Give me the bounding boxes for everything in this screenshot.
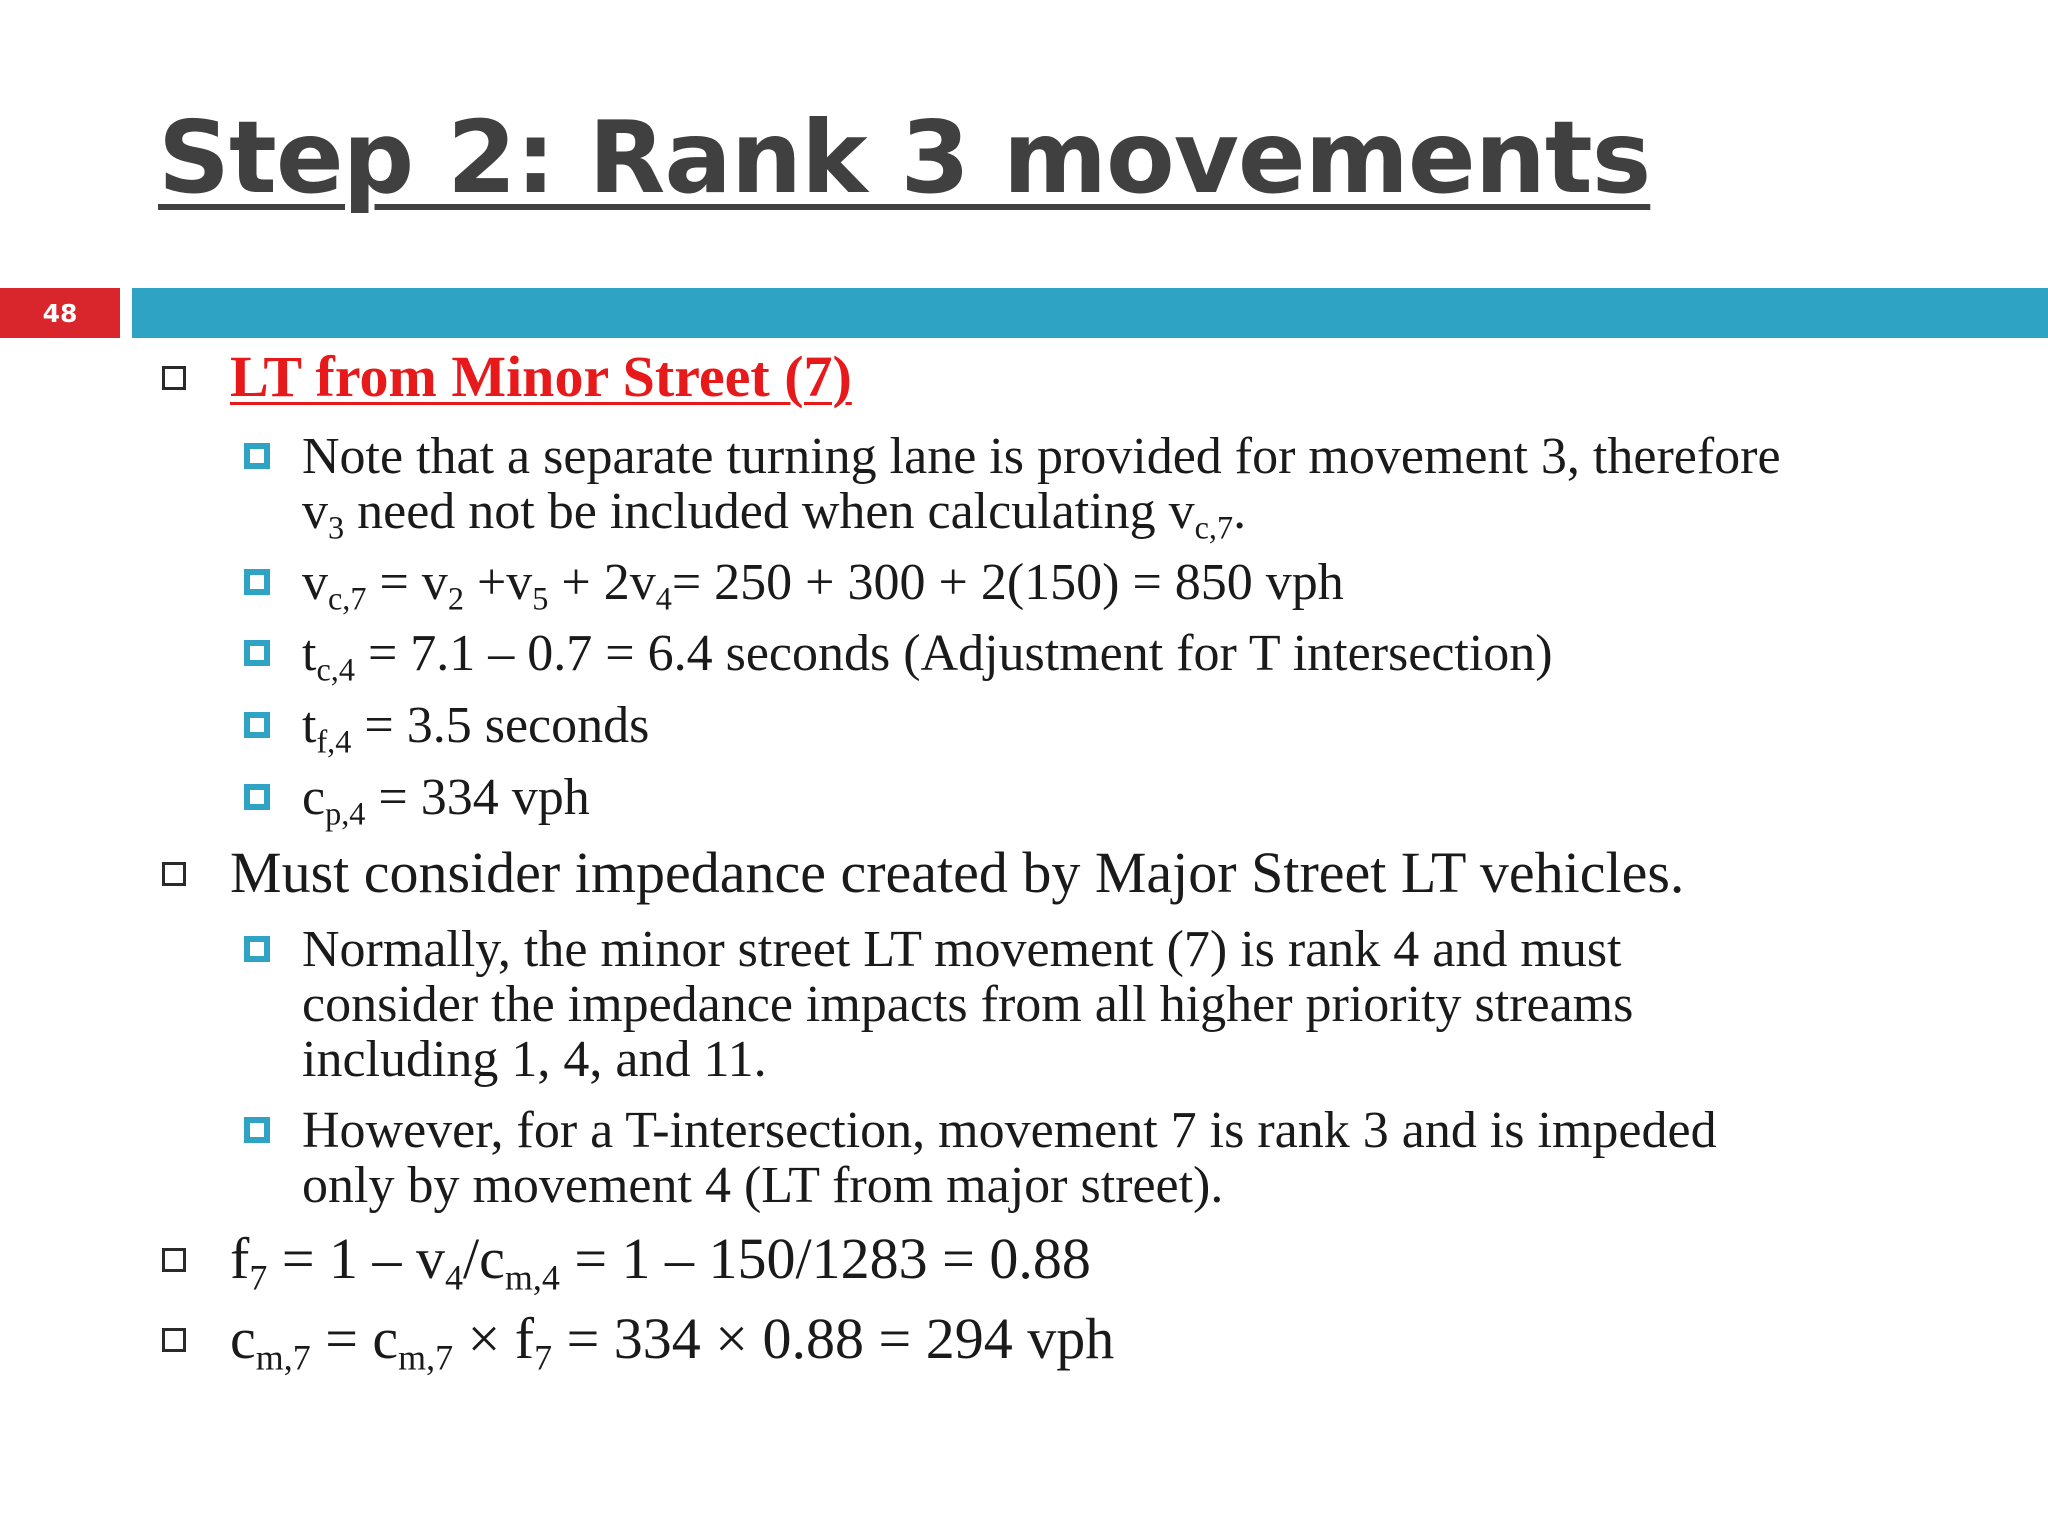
square-bullet-icon [244, 640, 270, 666]
sub-bullet-line: consider the impedance impacts from all higher priority streams [302, 976, 1634, 1033]
sub-bullet-separate-turning-lane [302, 428, 1781, 546]
square-bullet-icon [244, 712, 270, 738]
sub-bullet-normally-rank-4 [302, 922, 1633, 1087]
bullet-impedance [230, 840, 1685, 905]
sub-bullet-cp4 [302, 769, 590, 832]
sub-bullet-line: only by movement 4 (LT from major street). [302, 1157, 1224, 1214]
square-bullet-icon [244, 936, 270, 962]
formula: $t_{c,4} = 7.1 - 0.7 = 6.4$ seconds (Adjustment for T intersection) [302, 625, 1553, 688]
sub-bullet-tc4 [302, 625, 1553, 688]
formula: $t_{f,4} = 3.5$ seconds [302, 697, 650, 760]
square-bullet-icon [244, 784, 270, 810]
slide-title: Step 2: Rank 3 movements [158, 99, 1651, 216]
slide-number: 48 [0, 288, 120, 338]
bullet-text: Must consider impedance created by Major Street LT vehicles. [230, 840, 1685, 905]
square-bullet-icon [244, 443, 270, 469]
square-bullet-icon [162, 1248, 186, 1272]
header-accent-bar [132, 288, 2048, 338]
sub-bullet-line: including 1, 4, and 11. [302, 1031, 767, 1088]
square-bullet-icon [162, 862, 186, 886]
bullet-cm7 [230, 1306, 1115, 1378]
square-bullet-icon [244, 1117, 270, 1143]
formula: $f_7 = 1 - v_4/c_{m,4} = 1 - 150/1283 = 0.88$ [230, 1226, 1091, 1298]
sub-bullet-tf4 [302, 697, 650, 760]
formula: $v_{c,7} = v_2 +v_5 + 2v_4= 250 + 300 + 2(150) = 850$ vph [302, 554, 1344, 617]
sub-bullet-vc7 [302, 554, 1344, 617]
sub-bullet-t-intersection [302, 1103, 1717, 1213]
bullet-f7 [230, 1226, 1091, 1298]
bullet-heading: LT from Minor Street (7) [230, 344, 852, 409]
bullet-lt-from-minor-street [230, 344, 852, 409]
square-bullet-icon [162, 366, 186, 390]
sub-bullet-line: However, for a T-intersection, movement 7 is rank 3 and is impeded [302, 1102, 1717, 1159]
formula: $c_{p,4} = 334$ vph [302, 769, 590, 832]
square-bullet-icon [244, 569, 270, 595]
square-bullet-icon [162, 1328, 186, 1352]
sub-bullet-line: Normally, the minor street LT movement (7) is rank 4 and must [302, 921, 1622, 978]
sub-bullet-line: $v_3$ need not be included when calculating $v_{c,7}$. [302, 483, 1247, 546]
formula: $c_{m,7} = c_{m,7} \times f_7 = 334 \times 0.88 = 294$ vph [230, 1306, 1115, 1378]
sub-bullet-line: Note that a separate turning lane is provided for movement 3, therefore [302, 428, 1781, 485]
